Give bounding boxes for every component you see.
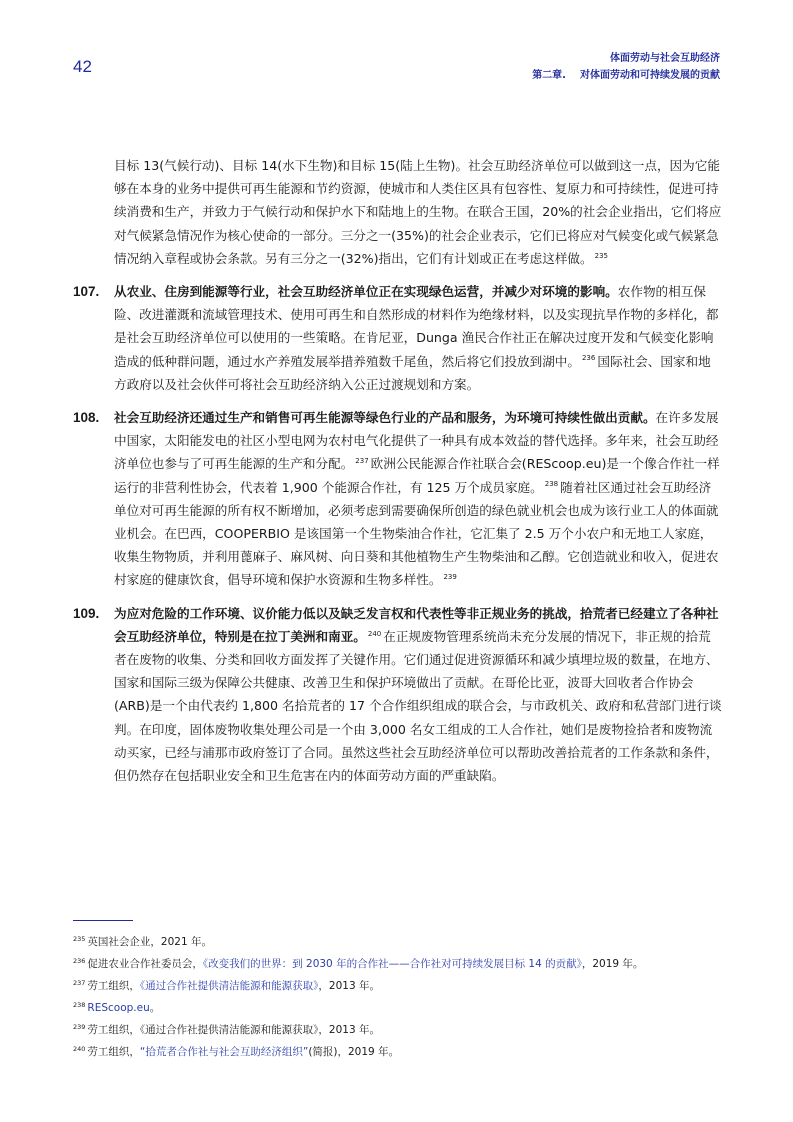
paragraph-lead: 从农业、住房到能源等行业，社会互助经济单位正在实现绿色运营，并减少对环境的影响。 <box>114 284 618 300</box>
paragraph-text: 随着社区通过社会互助经济单位对可再生能源的所有权不断增加，必须考虑到需要确保所创造的绿色就业机会也成为该行业工人的体面就业机会。在巴西，COOPERBIO 是该国第一个生物柴油合作社，它汇集了 2.5 万个小农户和无地工人家庭，收集生物物质，并利用蓖麻子、麻风树、向日葵和其他植物生产生物柴油和乙醇。它创造就业和收入，促进农村家庭的健康饮食，倡导环境和保护水资源和生物多样性。 <box>114 479 719 588</box>
footnote-link[interactable]: 《改变我们的世界：到 2030 年的合作社——合作社对可持续发展目标 14 的贡献》 <box>202 958 582 970</box>
paragraph-lead: 为应对危险的工作环境、议价能力低以及缺乏发言权和代表性等非正规业务的挑战，拾荒者已经建立了各种社会互助经济单位，特别是在拉丁美洲和南亚。 <box>114 605 719 644</box>
paragraph-text: 目标 13(气候行动)、目标 14(水下生物)和目标 15(陆上生物)。社会互助经济单位可以做到这一点，因为它能够在本身的业务中提供可再生能源和节约资源，使城市和人类住区具有包容性、复原力和可持续性，促进可持续消费和生产，并致力于气候行动和保护水下和陆地上的生物。在联合王国，20%的社会企业指出，它们将应对气候紧急情况作为核心使命的一部分。三分之一(35%)的社会企业表示，它们已将应对气候变化或气候紧急情况纳入章程或协会条款。另有三分之一(32%)指出，它们有计划或正在考虑这样做。 <box>114 158 722 266</box>
footnote-text: ，2019 年。 <box>581 958 644 970</box>
footnote <box>73 997 723 1019</box>
footnote-ref[interactable]: 236 <box>581 354 596 363</box>
footnote-number: 239 <box>73 1022 86 1031</box>
main-content <box>73 154 723 787</box>
paragraph-lead: 社会互助经济还通过生产和销售可再生能源等绿色行业的产品和服务，为环境可持续性做出贡献。 <box>114 410 656 426</box>
continued-paragraph <box>114 154 723 270</box>
footnote <box>73 953 723 975</box>
footnote-text: 。 <box>149 1002 161 1014</box>
footnote-ref[interactable]: 238 <box>544 480 559 489</box>
footnote-number: 235 <box>73 934 86 943</box>
paragraph-text: 国际社会、国家和地方政府以及社会伙伴可将社会互助经济纳入公正过渡规划和方案。 <box>114 353 711 392</box>
footnote-ref[interactable]: 240 <box>367 629 382 638</box>
footnote-text: 促进农业合作社委员会， <box>87 958 203 970</box>
footnote-link[interactable]: 《通过合作社提供清洁能源和能源获取》 <box>139 980 319 992</box>
footnote-number: 240 <box>73 1044 86 1053</box>
footnote-text: (简报)，2019 年。 <box>308 1046 400 1058</box>
footnote-ref[interactable]: 235 <box>594 251 608 260</box>
paragraph-109 <box>73 602 723 788</box>
paragraph-number: 109. <box>73 605 100 621</box>
footnote-text: 劳工组织， <box>87 980 140 992</box>
paragraph-text: 在许多发展中国家，太阳能发电的社区小型电网为农村电气化提供了一种具有成本效益的替代选择。多年来，社会互助经济单位也参与了可再生能源的生产和分配。 <box>114 410 719 472</box>
report-title: 体面劳动与社会互助经济 <box>610 53 720 64</box>
page-number: 42 <box>73 57 92 76</box>
footnote-number: 237 <box>73 978 86 987</box>
paragraph-107 <box>73 280 723 396</box>
footnote <box>73 1019 723 1041</box>
footnote-number: 238 <box>73 1000 86 1009</box>
paragraph-text: 欧洲公民能源合作社联合会(REScoop.eu)是一个像合作社一样运行的非营利性协会，代表着 1,900 个能源合作社，有 125 万个成员家庭。 <box>114 456 720 495</box>
footnote <box>73 931 723 953</box>
footnote-link[interactable]: REScoop.eu <box>87 1002 150 1014</box>
footnote-text: 劳工组织，《通过合作社提供清洁能源和能源获取》，2013 年。 <box>87 1024 380 1036</box>
paragraph-text: 农作物的相互保险、改进灌溉和流域管理技术、使用可再生和自然形成的材料作为绝缘材料，以及实现抗旱作物的多样化，都是社会互助经济单位可以使用的一些策略。在肯尼亚，Dunga 渔民合作社正在解决过度开发和气候变化影响造成的低种群问题，通过水产养殖发展举措养殖数千尾鱼，然后将它们投放到湖中。 <box>114 284 719 369</box>
chapter-label: 第二章. <box>532 70 566 81</box>
chapter-heading <box>532 67 720 84</box>
footnote-text: 英国社会企业，2021 年。 <box>87 936 212 948</box>
footnote <box>73 975 723 997</box>
footnote-ref[interactable]: 237 <box>355 457 369 466</box>
footnote-number: 236 <box>73 956 86 965</box>
footnote-text: 劳工组织， <box>87 1046 140 1058</box>
paragraph-108 <box>73 406 723 592</box>
paragraph-number: 108. <box>73 410 100 426</box>
footnote <box>73 1041 723 1063</box>
chapter-title: 对体面劳动和可持续发展的贡献 <box>580 70 720 81</box>
footnote-ref[interactable]: 239 <box>443 573 457 582</box>
paragraph-text: 在正规废物管理系统尚未充分发展的情况下，非正规的拾荒者在废物的收集、分类和回收方面发挥了关键作用。它们通过促进资源循环和减少填埋垃圾的数量，在地方、国家和国际三级为保障公共健康、改善卫生和保护环境做出了贡献。在哥伦比亚，波哥大回收者合作协会(ARB)是一个由代表约 1,800 名拾荒者的 17 个合作组织组成的联合会，与市政机关、政府和私营部门进行谈判。在印度，固体废物收集处理公司是一个由 3,000 名女工组成的工人合作社，她们是废物捡拾者和废物流动买家，已经与浦那市政府签订了合同。虽然这些社会互助经济单位可以帮助改善拾荒者的工作条款和条件，但仍然存在包括职业安全和卫生危害在内的体面劳动方面的严重缺陷。 <box>114 628 722 784</box>
footnote-link[interactable]: “拾荒者合作社与社会互助经济组织” <box>139 1046 309 1058</box>
footnote-divider <box>73 920 133 921</box>
paragraph-number: 107. <box>73 284 100 300</box>
footnote-text: ，2013 年。 <box>318 980 380 992</box>
footnotes <box>73 931 723 1063</box>
running-header <box>532 50 720 84</box>
